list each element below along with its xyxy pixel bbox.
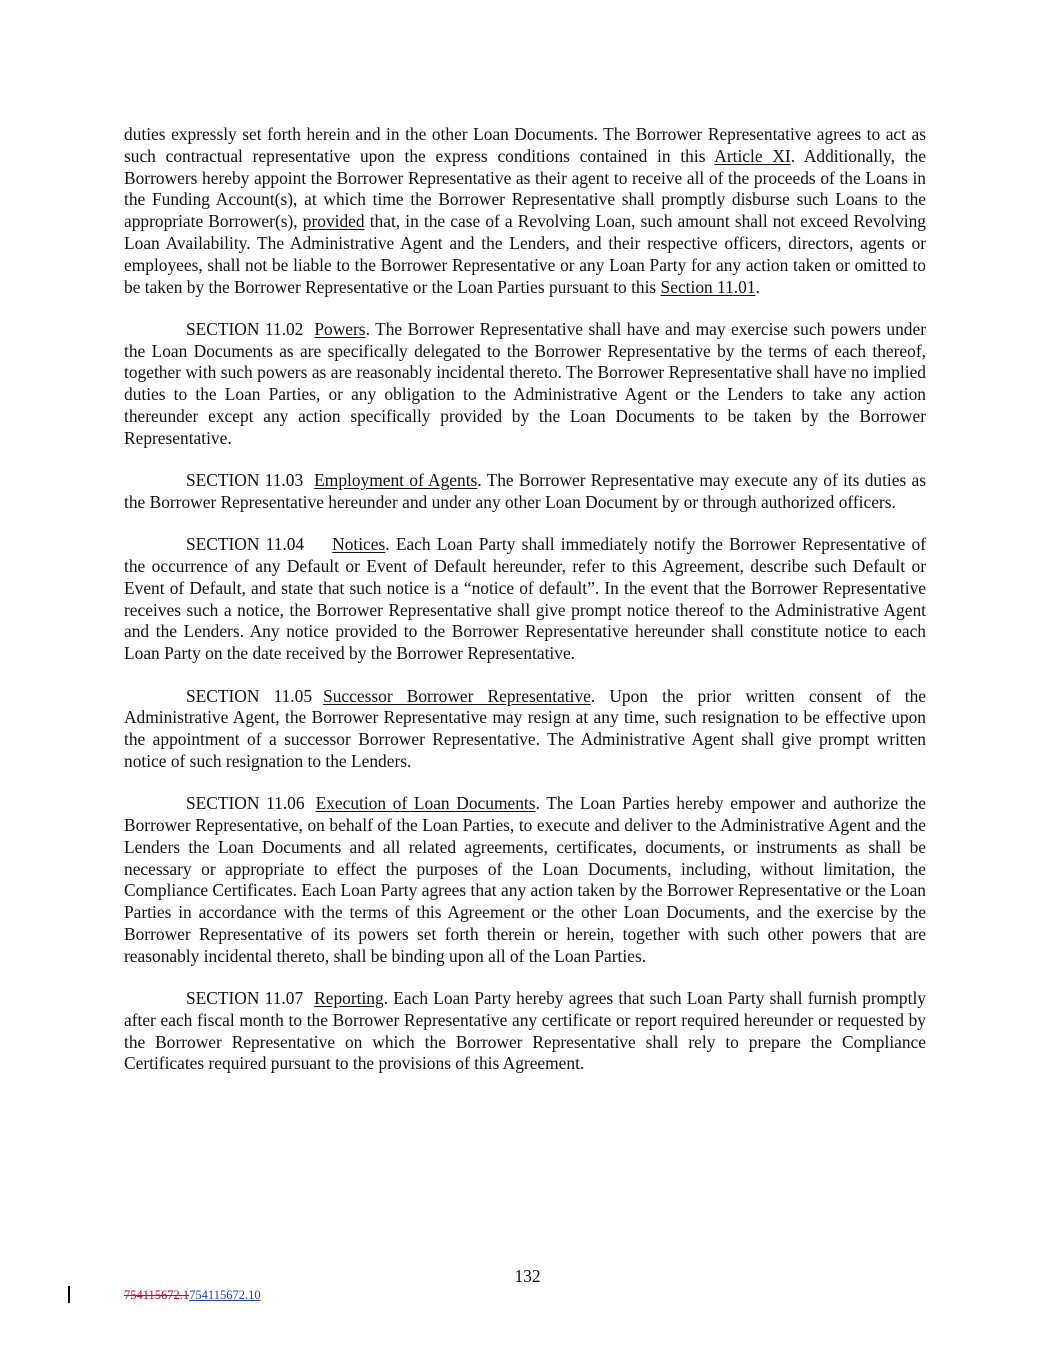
defined-term-provided: provided (302, 211, 365, 232)
section-11-04 (124, 534, 926, 665)
body-text: . The Borrower Representative may execute any of its duties as the Borrower Representative hereunder and under any other Loan Document by or through authorized officers. (124, 470, 926, 512)
revision-change-bar (68, 1286, 70, 1303)
body-text: . Additionally, the Borrowers hereby appoint the Borrower Representative as their agent to receive all of the proceeds of the Loans in the Funding Account(s), at which time the Borrower Representative shall promptly disburse such Loans to the appropriate Borrower(s), (124, 145, 926, 232)
section-number: SECTION 11.03 (186, 470, 304, 491)
section-11-06 (124, 793, 926, 967)
section-11-02 (124, 319, 926, 450)
section-number: SECTION 11.02 (186, 318, 304, 339)
cross-reference-article: Article XI (714, 145, 791, 166)
paragraph-11-01-continuation (124, 124, 926, 298)
body-text: . Upon the prior written consent of the Administrative Agent, the Borrower Representative may resign at any time, such resignation to be effective upon the appointment of a successor Borrower Representative. The Administrative Agent shall give prompt written notice of such resignation to the Lenders. (124, 685, 927, 771)
section-heading: Powers (314, 318, 366, 339)
body-text: . (755, 276, 760, 297)
section-11-05 (124, 686, 926, 773)
section-number: SECTION 11.07 (186, 988, 304, 1009)
cross-reference-section: Section 11.01 (660, 276, 756, 297)
section-11-03 (124, 470, 926, 514)
page-number: 132 (514, 1266, 541, 1286)
deleted-document-id: 754115672.1 (124, 1288, 190, 1302)
inserted-document-id: 754115672.10 (189, 1288, 261, 1302)
body-text: duties expressly set forth herein and in the other Loan Documents. The Borrower Representative agrees to act as such contractual representative upon the express conditions contained in this (124, 124, 926, 166)
section-number: SECTION 11.05 (186, 685, 313, 706)
body-text: . The Loan Parties hereby empower and authorize the Borrower Representative, on behalf of the Loan Parties, to execute and deliver to the Administrative Agent and the Lenders the Loan Documents and all related agreements, certificates, documents, or instruments as shall be necessary or appropriate to effect the purposes of the Loan Documents, including, without limitation, the Compliance Certificates. Each Loan Party agrees that any action taken by the Borrower Representative or the Loan Parties in accordance with the terms of this Agreement or the other Loan Documents, and the exercise by the Borrower Representative of its powers set forth therein or herein, together with such other powers that are reasonably incidental thereto, shall be binding upon all of the Loan Parties. (124, 793, 926, 966)
section-heading: Execution of Loan Documents (315, 793, 536, 814)
section-11-07 (124, 988, 926, 1075)
section-number: SECTION 11.04 (186, 534, 305, 555)
section-heading: Reporting (314, 988, 384, 1009)
section-heading: Employment of Agents (314, 470, 478, 491)
document-body (124, 124, 926, 1096)
section-heading: Notices (332, 534, 386, 555)
section-number: SECTION 11.06 (186, 793, 305, 814)
body-text: . The Borrower Representative shall have and may exercise such powers under the Loan Documents as are specifically delegated to the Borrower Representative by the terms of each thereof, together with such powers as are reasonably incidental thereto. The Borrower Representative shall have no implied duties to the Loan Parties, or any obligation to the Administrative Agent or the Lenders to take any action thereunder except any action specifically provided by the Loan Documents to be taken by the Borrower Representative. (124, 318, 926, 448)
section-heading: Successor Borrower Representative (323, 685, 591, 706)
body-text: . Each Loan Party hereby agrees that such Loan Party shall furnish promptly after each fiscal month to the Borrower Representative any certificate or report required hereunder or requested by the Borrower Representative on which the Borrower Representative shall rely to prepare the Compliance Certificates required pursuant to the provisions of this Agreement. (124, 988, 926, 1074)
document-id-footer (124, 1288, 261, 1303)
body-text: that, in the case of a Revolving Loan, such amount shall not exceed Revolving Loan Availability. The Administrative Agent and the Lenders, and their respective officers, directors, agents or employees, shall not be liable to the Borrower Representative or any Loan Party for any action taken or omitted to be taken by the Borrower Representative or the Loan Parties pursuant to this (124, 211, 926, 297)
body-text: . Each Loan Party shall immediately notify the Borrower Representative of the occurrence of any Default or Event of Default hereunder, refer to this Agreement, describe such Default or Event of Default, and state that such notice is a “notice of default”. In the event that the Borrower Representative receives such a notice, the Borrower Representative shall give prompt notice thereof to the Administrative Agent and the Lenders. Any notice provided to the Borrower Representative hereunder shall constitute notice to each Loan Party on the date received by the Borrower Representative. (124, 534, 927, 664)
